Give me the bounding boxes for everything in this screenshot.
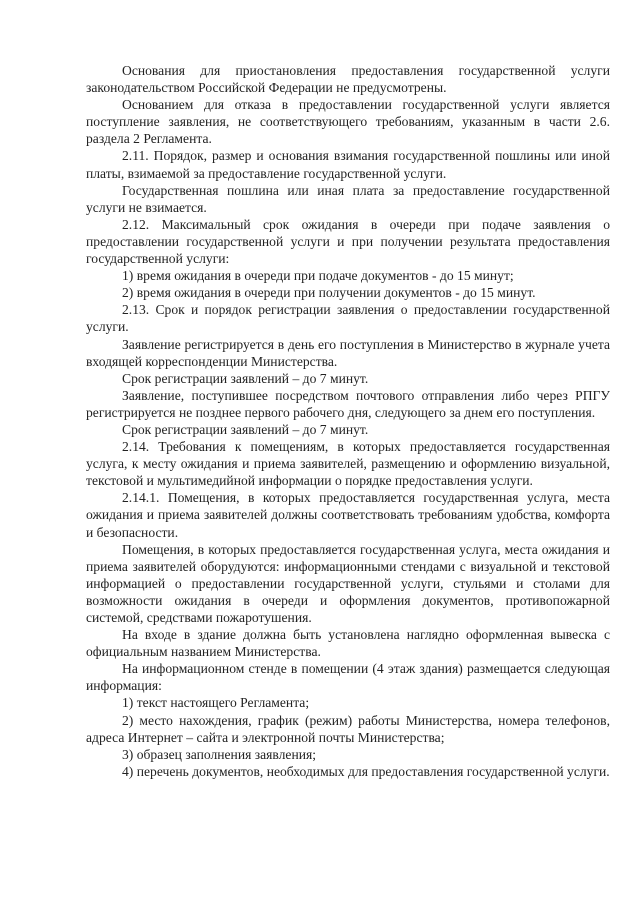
- list-item-wait-submission: 1) время ожидания в очереди при подаче документов - до 15 минут;: [122, 268, 514, 284]
- section-heading-2-14: 2.14. Требования к помещениям, в которых предоставляется государственная услуга, к месту ожидания и приема заявителей, размещению и оформлению визуальной, текстовой и мультимедийной информации о порядке предоставления услуги.: [86, 439, 610, 489]
- list-item-wait-receipt: 2) время ожидания в очереди при получении документов - до 15 минут.: [122, 285, 536, 301]
- paragraph-registration-time-2: Срок регистрации заявлений – до 7 минут.: [122, 421, 369, 437]
- paragraph-registration-day: Заявление регистрируется в день его поступления в Министерство в журнале учета входящей корреспонденции Министерства.: [86, 336, 610, 369]
- list-item-documents-list: 4) перечень документов, необходимых для предоставления государственной услуги.: [122, 763, 610, 779]
- paragraph-entrance-sign: На входе в здание должна быть установлена наглядно оформленная вывеска с официальным названием Министерства.: [86, 627, 610, 660]
- list-item-regulation-text: 1) текст настоящего Регламента;: [122, 695, 310, 711]
- section-heading-2-13: 2.13. Срок и порядок регистрации заявления о предоставлении государственной услуги.: [86, 302, 610, 335]
- paragraph-fee: Государственная пошлина или иная плата за предоставление государственной услуги не взимается.: [86, 182, 610, 215]
- paragraph-postal-registration: Заявление, поступившее посредством почтового отправления либо через РПГУ регистрируется не позднее первого рабочего дня, следующего за днем его поступления.: [86, 387, 610, 420]
- section-heading-2-12: 2.12. Максимальный срок ожидания в очереди при подаче заявления о предоставлении государственной услуги и при получении результата предоставления государственной услуги:: [86, 216, 610, 267]
- paragraph-refusal-grounds: Основанием для отказа в предоставлении государственной услуги является поступление заявления, не соответствующего требованиям, указанным в части 2.6. раздела 2 Регламента.: [86, 97, 610, 147]
- paragraph-info-stand: На информационном стенде в помещении (4 этаж здания) размещается следующая информация:: [86, 661, 610, 694]
- paragraph-suspension-grounds: Основания для приостановления предоставления государственной услуги законодательством Российской Федерации не предусмотрены.: [86, 63, 610, 96]
- paragraph-registration-time: Срок регистрации заявлений – до 7 минут.: [122, 370, 369, 386]
- section-heading-2-14-1: 2.14.1. Помещения, в которых предоставляется государственная услуга, места ожидания и приема заявителей должны соответствовать требованиям удобства, комфорта и безопасности.: [86, 490, 610, 540]
- paragraph-premises-equipment: Помещения, в которых предоставляется государственная услуга, места ожидания и приема заявителей оборудуются: информационными стендами с визуальной и текстовой информацией о предоставлении государственной услуги, стульями и столами для возможности ожидания в очереди и оформления документов, противопожарной системой, средствами пожаротушения.: [86, 541, 610, 625]
- section-heading-2-11: 2.11. Порядок, размер и основания взимания государственной пошлины или иной платы, взимаемой за предоставление государственной услуги.: [86, 148, 610, 181]
- list-item-sample-form: 3) образец заполнения заявления;: [122, 746, 317, 762]
- list-item-location-schedule: 2) место нахождения, график (режим) работы Министерства, номера телефонов, адреса Интернет – сайта и электронной почты Министерства;: [86, 712, 610, 745]
